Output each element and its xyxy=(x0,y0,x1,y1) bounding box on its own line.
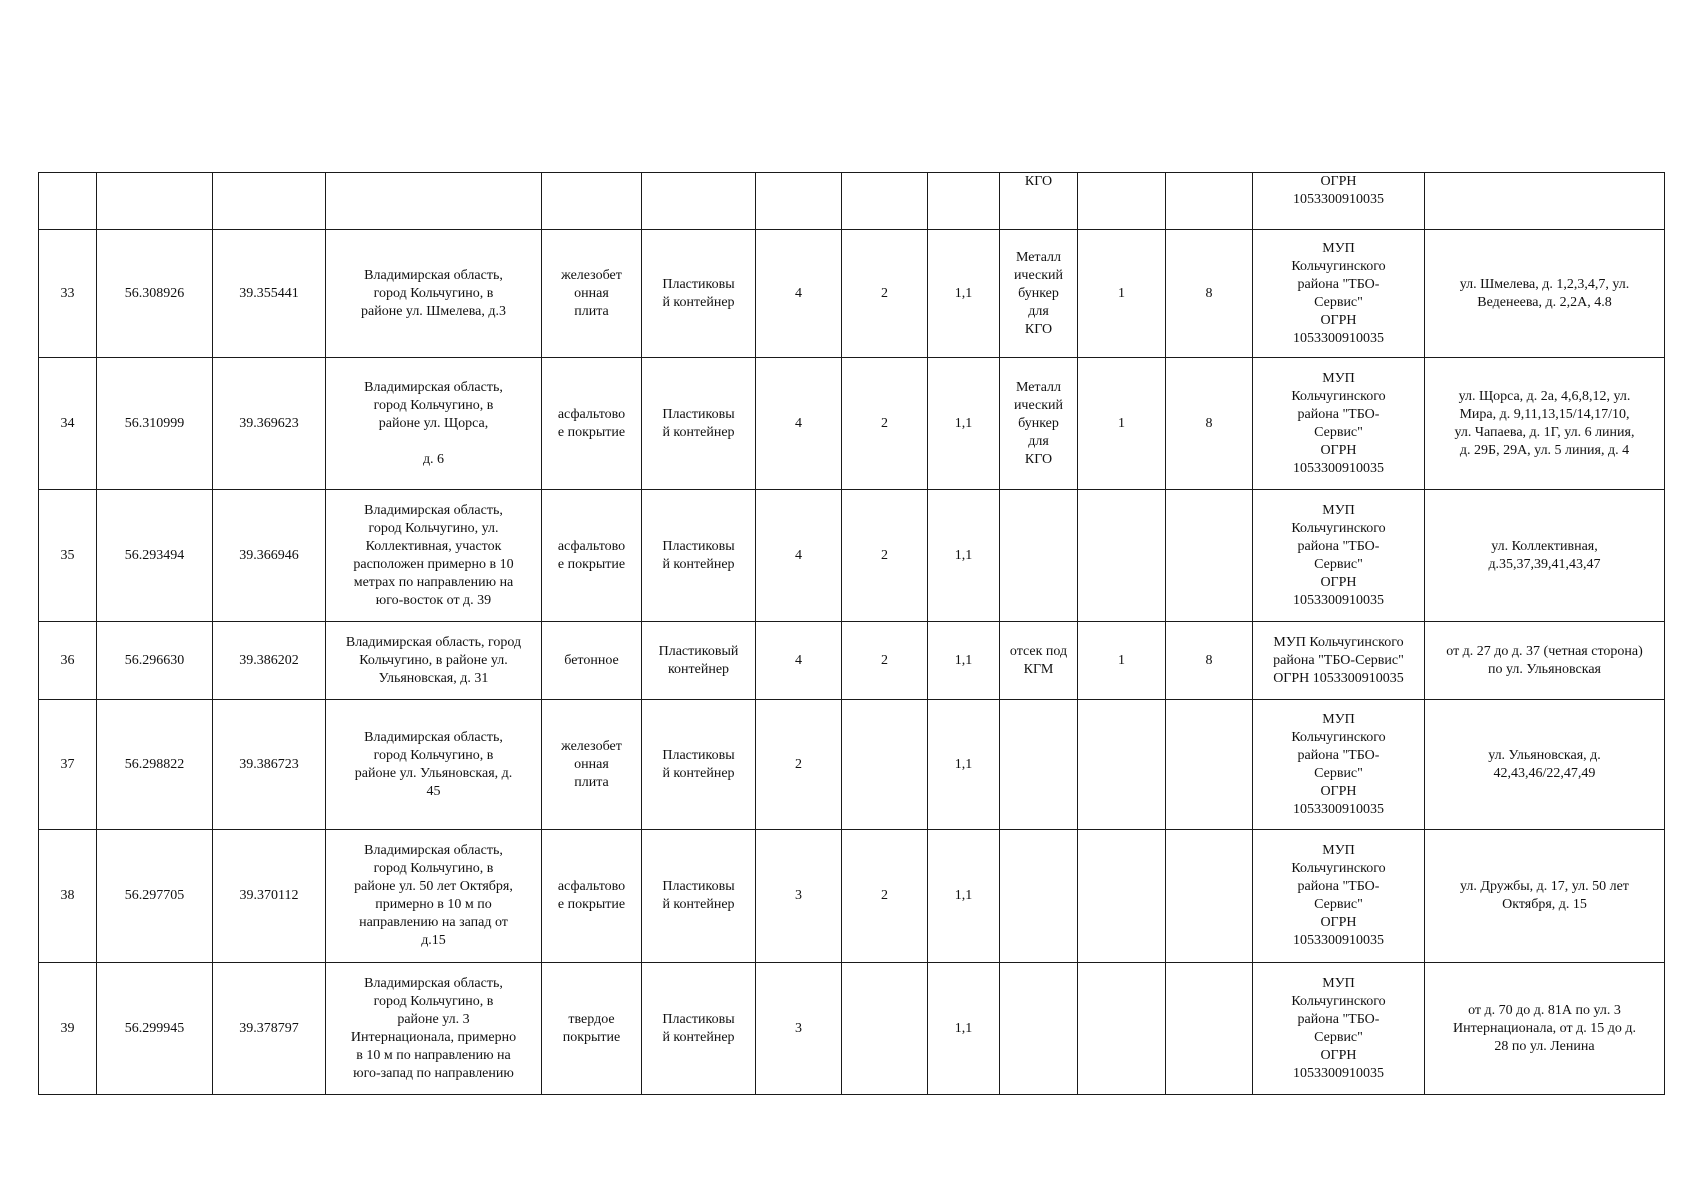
cell-container-type: Пластиковы й контейнер xyxy=(642,230,756,358)
cell-latitude: 56.293494 xyxy=(97,490,213,622)
cell-longitude: 39.355441 xyxy=(213,230,326,358)
cell-latitude: 56.297705 xyxy=(97,830,213,963)
cell-container-type: Пластиковы й контейнер xyxy=(642,700,756,830)
cell-container-type: Пластиковы й контейнер xyxy=(642,358,756,490)
cell-sources: от д. 27 до д. 37 (четная сторона) по ул. Ульяновская xyxy=(1425,622,1665,700)
cell-volume: 1,1 xyxy=(928,490,1000,622)
cell-surface xyxy=(542,173,642,230)
cell-surface: асфальтово е покрытие xyxy=(542,490,642,622)
cell-owner: МУП Кольчугинского района "ТБО- Сервис" ОГРН 1053300910035 xyxy=(1253,963,1425,1095)
cell-bulky-container xyxy=(1000,963,1078,1095)
cell-longitude: 39.386202 xyxy=(213,622,326,700)
waste-sites-table xyxy=(38,172,1665,1095)
cell-owner: МУП Кольчугинского района "ТБО- Сервис" ОГРН 1053300910035 xyxy=(1253,830,1425,963)
cell-bulky-count xyxy=(1078,490,1166,622)
cell-bulky-container: Металл ический бункер для КГО xyxy=(1000,230,1078,358)
cell-volume: 1,1 xyxy=(928,622,1000,700)
cell-number: 33 xyxy=(39,230,97,358)
cell-number: 38 xyxy=(39,830,97,963)
cell-sources: от д. 70 до д. 81А по ул. 3 Интернационала, от д. 15 до д. 28 по ул. Ленина xyxy=(1425,963,1665,1095)
cell-volume: 1,1 xyxy=(928,230,1000,358)
cell-longitude xyxy=(213,173,326,230)
cell-bulky-container xyxy=(1000,490,1078,622)
cell-longitude: 39.366946 xyxy=(213,490,326,622)
cell-owner: МУП Кольчугинского района "ТБО- Сервис" ОГРН 1053300910035 xyxy=(1253,700,1425,830)
cell-surface: асфальтово е покрытие xyxy=(542,830,642,963)
cell-planned-count: 2 xyxy=(842,830,928,963)
cell-number: 35 xyxy=(39,490,97,622)
cell-sources: ул. Щорса, д. 2а, 4,6,8,12, ул. Мира, д. 9,11,13,15/14,17/10, ул. Чапаева, д. 1Г, ул. 6 линия, д. 29Б, 29А, ул. 5 линия, д. 4 xyxy=(1425,358,1665,490)
cell-address: Владимирская область, город Кольчугино, в районе ул. Ульяновская, д. 45 xyxy=(326,700,542,830)
cell-sources: ул. Коллективная, д.35,37,39,41,43,47 xyxy=(1425,490,1665,622)
cell-bulky-count xyxy=(1078,830,1166,963)
cell-bulky-volume xyxy=(1166,490,1253,622)
cell-address xyxy=(326,173,542,230)
cell-address: Владимирская область, город Кольчугино, в районе ул. Ульяновская, д. 31 xyxy=(326,622,542,700)
cell-bulky-count xyxy=(1078,963,1166,1095)
cell-number: 34 xyxy=(39,358,97,490)
cell-volume: 1,1 xyxy=(928,700,1000,830)
cell-surface: асфальтово е покрытие xyxy=(542,358,642,490)
table-row xyxy=(39,490,1665,622)
cell-bulky-container: КГО xyxy=(1000,173,1078,230)
cell-container-count: 4 xyxy=(756,358,842,490)
cell-bulky-count xyxy=(1078,700,1166,830)
cell-planned-count xyxy=(842,173,928,230)
cell-container-count: 4 xyxy=(756,622,842,700)
cell-address: Владимирская область, город Кольчугино, в районе ул. 3 Интернационала, примерно в 10 м по направлению на юго-запад по направлению xyxy=(326,963,542,1095)
cell-surface: железобет онная плита xyxy=(542,700,642,830)
table-row-continuation xyxy=(39,173,1665,230)
cell-container-type: Пластиковы й контейнер xyxy=(642,963,756,1095)
cell-container-count: 2 xyxy=(756,700,842,830)
table-row xyxy=(39,622,1665,700)
table-row xyxy=(39,700,1665,830)
cell-container-count: 3 xyxy=(756,963,842,1095)
cell-number: 37 xyxy=(39,700,97,830)
cell-bulky-volume xyxy=(1166,700,1253,830)
cell-bulky-volume: 8 xyxy=(1166,358,1253,490)
cell-container-count: 4 xyxy=(756,230,842,358)
cell-bulky-volume: 8 xyxy=(1166,622,1253,700)
cell-address: Владимирская область, город Кольчугино, в районе ул. 50 лет Октября, примерно в 10 м по направлению на запад от д.15 xyxy=(326,830,542,963)
cell-longitude: 39.386723 xyxy=(213,700,326,830)
cell-latitude: 56.296630 xyxy=(97,622,213,700)
cell-volume: 1,1 xyxy=(928,830,1000,963)
cell-latitude: 56.298822 xyxy=(97,700,213,830)
cell-address: Владимирская область, город Кольчугино, в районе ул. Шмелева, д.3 xyxy=(326,230,542,358)
cell-address: Владимирская область, город Кольчугино, в районе ул. Щорса, д. 6 xyxy=(326,358,542,490)
table-row xyxy=(39,230,1665,358)
cell-container-count: 4 xyxy=(756,490,842,622)
cell-container-type: Пластиковый контейнер xyxy=(642,622,756,700)
cell-longitude: 39.369623 xyxy=(213,358,326,490)
cell-owner: МУП Кольчугинского района "ТБО- Сервис" ОГРН 1053300910035 xyxy=(1253,490,1425,622)
cell-latitude: 56.308926 xyxy=(97,230,213,358)
cell-number: 39 xyxy=(39,963,97,1095)
cell-planned-count: 2 xyxy=(842,490,928,622)
cell-surface: твердое покрытие xyxy=(542,963,642,1095)
cell-container-type xyxy=(642,173,756,230)
cell-bulky-count: 1 xyxy=(1078,622,1166,700)
cell-number: 36 xyxy=(39,622,97,700)
table-row xyxy=(39,963,1665,1095)
cell-bulky-container: Металл ический бункер для КГО xyxy=(1000,358,1078,490)
cell-owner: МУП Кольчугинского района "ТБО-Сервис" ОГРН 1053300910035 xyxy=(1253,622,1425,700)
table-body xyxy=(39,230,1665,1095)
cell-bulky-volume: 8 xyxy=(1166,230,1253,358)
cell-bulky-volume xyxy=(1166,173,1253,230)
cell-container-count: 3 xyxy=(756,830,842,963)
cell-bulky-volume xyxy=(1166,830,1253,963)
cell-surface: железобет онная плита xyxy=(542,230,642,358)
cell-sources xyxy=(1425,173,1665,230)
cell-volume: 1,1 xyxy=(928,963,1000,1095)
cell-surface: бетонное xyxy=(542,622,642,700)
cell-bulky-container xyxy=(1000,830,1078,963)
cell-planned-count xyxy=(842,963,928,1095)
cell-latitude xyxy=(97,173,213,230)
cell-bulky-count xyxy=(1078,173,1166,230)
cell-bulky-container xyxy=(1000,700,1078,830)
cell-address: Владимирская область, город Кольчугино, ул. Коллективная, участок расположен примерно в 10 метрах по направлению на юго-восток от д. 39 xyxy=(326,490,542,622)
cell-planned-count: 2 xyxy=(842,358,928,490)
cell-bulky-container: отсек под КГМ xyxy=(1000,622,1078,700)
table-row xyxy=(39,830,1665,963)
cell-planned-count: 2 xyxy=(842,230,928,358)
cell-planned-count xyxy=(842,700,928,830)
table-row xyxy=(39,358,1665,490)
cell-longitude: 39.378797 xyxy=(213,963,326,1095)
cell-sources: ул. Дружбы, д. 17, ул. 50 лет Октября, д. 15 xyxy=(1425,830,1665,963)
cell-container-type: Пластиковы й контейнер xyxy=(642,490,756,622)
cell-sources: ул. Шмелева, д. 1,2,3,4,7, ул. Веденеева, д. 2,2А, 4.8 xyxy=(1425,230,1665,358)
cell-volume: 1,1 xyxy=(928,358,1000,490)
cell-latitude: 56.299945 xyxy=(97,963,213,1095)
cell-planned-count: 2 xyxy=(842,622,928,700)
cell-sources: ул. Ульяновская, д. 42,43,46/22,47,49 xyxy=(1425,700,1665,830)
cell-volume xyxy=(928,173,1000,230)
cell-owner: ОГРН 1053300910035 xyxy=(1253,173,1425,230)
cell-owner: МУП Кольчугинского района "ТБО- Сервис" ОГРН 1053300910035 xyxy=(1253,230,1425,358)
cell-bulky-volume xyxy=(1166,963,1253,1095)
cell-number xyxy=(39,173,97,230)
cell-latitude: 56.310999 xyxy=(97,358,213,490)
cell-bulky-count: 1 xyxy=(1078,230,1166,358)
cell-longitude: 39.370112 xyxy=(213,830,326,963)
cell-bulky-count: 1 xyxy=(1078,358,1166,490)
cell-container-count xyxy=(756,173,842,230)
cell-owner: МУП Кольчугинского района "ТБО- Сервис" ОГРН 1053300910035 xyxy=(1253,358,1425,490)
cell-container-type: Пластиковы й контейнер xyxy=(642,830,756,963)
